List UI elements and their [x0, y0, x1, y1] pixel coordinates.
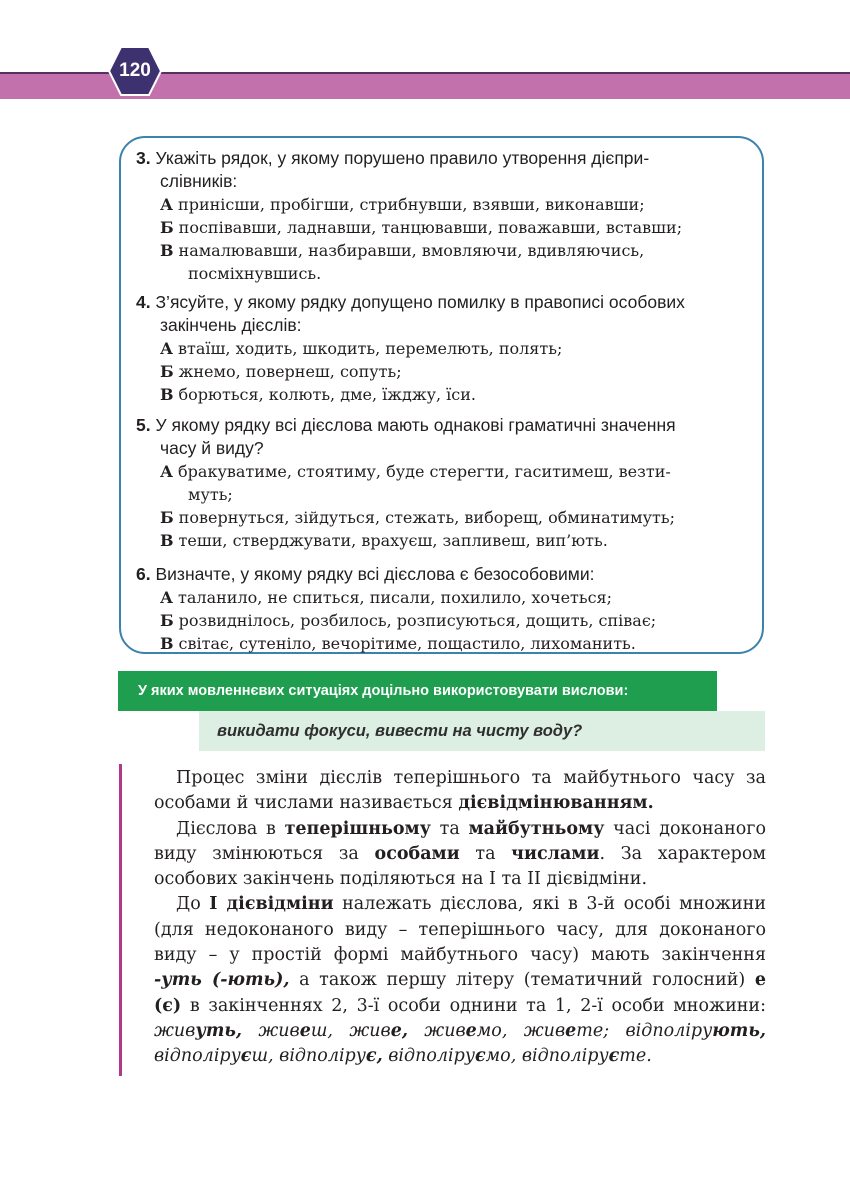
question-text: З’ясуйте, у якому рядку допущено помилку в правописі особових: [155, 292, 685, 312]
question-number: 3.: [136, 148, 151, 168]
option-a: А втаїш, ходить, шкодить, перемелють, полять;: [160, 339, 563, 358]
option-b: Б повернуться, зійдуться, стежать, виборещ, обминатимуть;: [160, 508, 675, 527]
question-text: Укажіть рядок, у якому порушено правило утворення дієпри-: [155, 148, 650, 168]
paragraph-3: До І дієвідміни належать дієслова, які в 3-й особі множини (для недоконаного виду – теперішнього часу, для доконаного виду – у простій формі майбутнього часу) мають закінчення -уть (-ють), а також першу літеру (тематичний голосний) е (є) в закінченнях 2, 3-ї особи однини та 1, 2-ї особи множини: живуть, живеш, живе, живемо, живете; відполірують, відполіруєш, відполірує, відполіруємо, відполіруєте.: [154, 894, 767, 1067]
paragraph-1: Процес зміни дієслів теперішнього та майбутнього часу за особами й числами називається дієвідмінюванням.: [154, 768, 766, 814]
question-text-cont: закінчень дієслів:: [160, 315, 302, 335]
option-c: В світає, сутеніло, вечорітиме, пощастило, лихоманить.: [160, 634, 636, 653]
situations-phrases: викидати фокуси, вивести на чисту воду?: [199, 711, 765, 751]
option-a: А таланило, не спиться, писали, похилило, хочеться;: [160, 588, 613, 607]
question-number: 6.: [136, 564, 151, 584]
option-a: А бракуватиме, стоятиму, буде стерегти, гаситимеш, везти-: [160, 462, 671, 481]
question-text-cont: часу й виду?: [160, 438, 264, 458]
question-3: [136, 147, 756, 285]
question-number: 5.: [136, 415, 151, 435]
option-c-cont: посміхнувшись.: [188, 264, 322, 283]
theory-text: [154, 766, 766, 1070]
question-6: [136, 563, 756, 655]
paragraph-2: Дієслова в теперішньому та майбутньому часі доконаного виду змінюються за особами та числами. За характером особових закінчень поділяються на І та ІІ дієвідміни.: [154, 818, 766, 890]
question-number: 4.: [136, 292, 151, 312]
option-c: В теши, стверджувати, врахуєш, запливеш, вип’ють.: [160, 531, 608, 550]
page-number-badge: [108, 46, 162, 96]
question-text: Визначте, у якому рядку всі дієслова є безособовими:: [155, 564, 595, 584]
situations-heading: У яких мовленнєвих ситуаціях доцільно використовувати вислови:: [118, 671, 717, 711]
option-a-cont: муть;: [188, 485, 233, 504]
option-c: В борються, колють, дме, їжджу, їси.: [160, 385, 476, 404]
option-c: В намалювавши, назбиравши, вмовляючи, вдивляючись,: [160, 241, 645, 260]
question-text-cont: слівників:: [160, 171, 238, 191]
verb-examples: живуть, живеш, живе, живемо, живете; відполірують, відполіруєш, відполірує, відполіруємо, відполіруєте.: [154, 1020, 766, 1067]
option-b: Б поспівавши, ладнавши, танцювавши, поважавши, вставши;: [160, 218, 683, 237]
question-4: [136, 291, 756, 406]
option-b: Б жнемо, повернеш, сопуть;: [160, 362, 402, 381]
option-a: А принісши, пробігши, стрибнувши, взявши, виконавши;: [160, 195, 645, 214]
question-5: [136, 414, 756, 552]
question-text: У якому рядку всі дієслова мають однакові граматичні значення: [155, 415, 676, 435]
side-rule: [119, 764, 122, 1076]
page-number: 120: [119, 60, 151, 81]
option-b: Б розвиднілось, розбилось, розписуються, дощить, співає;: [160, 611, 657, 630]
